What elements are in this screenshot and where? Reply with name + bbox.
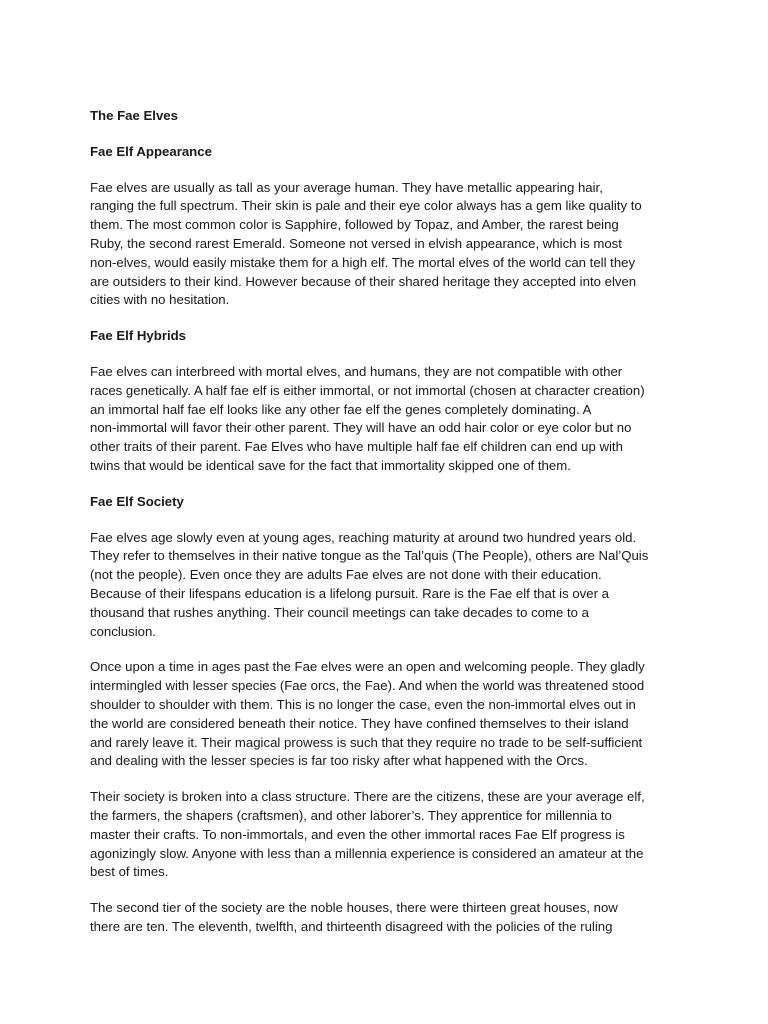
section-heading: Fae Elf Appearance <box>90 143 212 159</box>
paragraph <box>90 899 690 937</box>
document-sections <box>90 143 690 937</box>
paragraph-line: conclusion. <box>90 623 156 639</box>
paragraph-line: are outsiders to their kind. However because of their shared heritage they accepted into elven <box>90 273 637 289</box>
paragraph-line: the farmers, the shapers (craftsmen), and other laborer’s. They apprentice for millennia to <box>90 807 612 823</box>
paragraph-line: master their crafts. To non-immortals, and even the other immortal races Fae Elf progress is <box>90 826 625 842</box>
paragraph-line: thousand that rushes anything. Their council meetings can take decades to come to a <box>90 604 589 620</box>
paragraph-line: non-immortal will favor their other parent. They will have an odd hair color or eye color but no <box>90 420 632 436</box>
paragraph-line: races genetically. A half fae elf is either immortal, or not immortal (chosen at character creation) <box>90 382 645 398</box>
paragraph <box>90 529 690 642</box>
paragraph <box>90 363 690 476</box>
paragraph-line: them. The most common color is Sapphire, followed by Topaz, and Amber, the rarest being <box>90 217 619 233</box>
paragraph-line: Because of their lifespans education is a lifelong pursuit. Rare is the Fae elf that is over a <box>90 585 609 601</box>
paragraph-line: Fae elves age slowly even at young ages, reaching maturity at around two hundred years old. <box>90 529 637 545</box>
paragraph <box>90 788 690 882</box>
paragraph <box>90 179 690 311</box>
paragraph-line: agonizingly slow. Anyone with less than a millennia experience is considered an amateur at the <box>90 845 644 861</box>
paragraph-line: shoulder to shoulder with them. This is no longer the case, even the non-immortal elves out in <box>90 696 636 712</box>
paragraph-line: best of times. <box>90 864 169 880</box>
section-fae-elf-society <box>90 493 690 937</box>
document-body <box>90 107 690 954</box>
paragraph-line: (not the people). Even once they are adults Fae elves are not done with their education. <box>90 567 602 583</box>
paragraph-line: intermingled with lesser species (Fae orcs, the Fae). And when the world was threatened stood <box>90 678 645 694</box>
paragraph-line: Once upon a time in ages past the Fae elves were an open and welcoming people. They gladly <box>90 659 645 675</box>
paragraph-line: Their society is broken into a class structure. There are the citizens, these are your average elf, <box>90 789 645 805</box>
paragraph-line: and rarely leave it. Their magical prowess is such that they require no trade to be self-sufficient <box>90 734 643 750</box>
paragraph-line: non-elves, would easily mistake them for a high elf. The mortal elves of the world can tell they <box>90 254 636 270</box>
paragraph-line: an immortal half fae elf looks like any other fae elf the genes completely dominating. A <box>90 401 592 417</box>
section-fae-elf-appearance <box>90 143 690 310</box>
paragraph-line: there are ten. The eleventh, twelfth, and thirteenth disagreed with the policies of the ruling <box>90 918 613 934</box>
document-title: The Fae Elves <box>90 108 178 123</box>
paragraph <box>90 658 690 771</box>
paragraph-line: twins that would be identical save for the fact that immortality skipped one of them. <box>90 457 571 473</box>
section-heading: Fae Elf Hybrids <box>90 328 187 344</box>
paragraph-line: the world are considered beneath their notice. They have confined themselves to their island <box>90 715 629 731</box>
section-fae-elf-hybrids <box>90 327 690 476</box>
section-heading: Fae Elf Society <box>90 493 184 509</box>
paragraph-line: cities with no hesitation. <box>90 292 230 308</box>
paragraph-line: and dealing with the lesser species is far too risky after what happened with the Orcs. <box>90 753 588 769</box>
paragraph-line: They refer to themselves in their native tongue as the Tal’quis (The People), others are Nal’Quis <box>90 548 649 564</box>
paragraph-line: Fae elves can interbreed with mortal elves, and humans, they are not compatible with other <box>90 363 623 379</box>
paragraph-line: Fae elves are usually as tall as your average human. They have metallic appearing hair, <box>90 179 603 195</box>
paragraph-line: Ruby, the second rarest Emerald. Someone not versed in elvish appearance, which is most <box>90 235 622 251</box>
paragraph-line: The second tier of the society are the noble houses, there were thirteen great houses, now <box>90 900 618 916</box>
paragraph-line: ranging the full spectrum. Their skin is pale and their eye color always has a gem like quality to <box>90 198 642 214</box>
paragraph-line: other traits of their parent. Fae Elves who have multiple half fae elf children can end up with <box>90 439 623 455</box>
